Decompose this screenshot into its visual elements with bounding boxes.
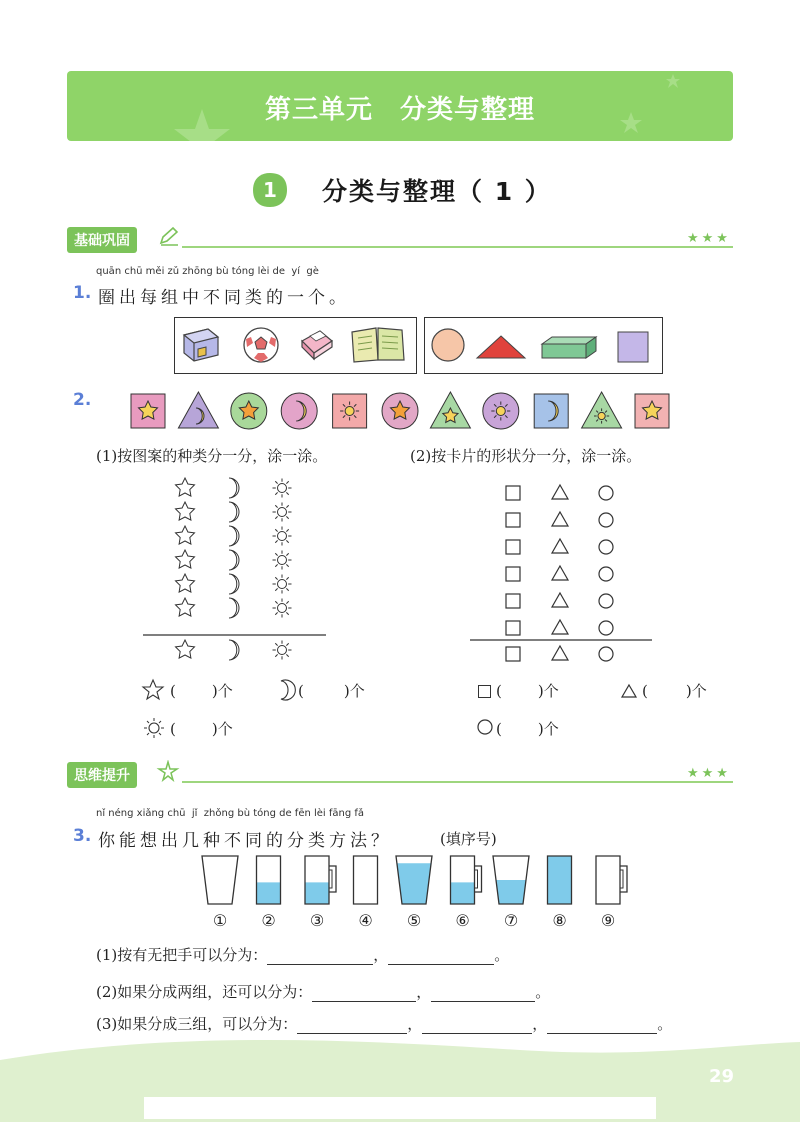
chart-cell-circle[interactable] bbox=[599, 513, 613, 527]
q2-circle-answer[interactable]: ( )个 bbox=[496, 720, 559, 738]
q1-text: 圈出每组中不同类的一个。 bbox=[98, 288, 350, 308]
chart-cell-square[interactable] bbox=[506, 486, 520, 500]
q2-star-answer[interactable]: ( )个 bbox=[170, 682, 233, 700]
q3-number: 3. bbox=[73, 826, 92, 846]
chart-cell-moon[interactable] bbox=[229, 550, 239, 570]
sun-icon bbox=[142, 716, 166, 740]
chart-cell-sun[interactable] bbox=[273, 599, 292, 618]
cup-label: ⑦ bbox=[503, 911, 519, 930]
q2-sub2-text: (2)按卡片的形状分一分，涂一涂。 bbox=[410, 447, 642, 465]
section-basic-tag: 基础巩固 bbox=[67, 227, 137, 253]
section-thinking-rating: ★★★ bbox=[687, 766, 731, 781]
q1-pinyin: quān chū měi zǔ zhōng bù tóng lèi de yí gè bbox=[96, 266, 319, 277]
section-thinking-rule bbox=[182, 781, 733, 783]
chart-cell-triangle[interactable] bbox=[552, 485, 568, 499]
cup-5[interactable] bbox=[396, 856, 432, 930]
chart-cell-sun[interactable] bbox=[273, 551, 292, 570]
section-basic-rule bbox=[182, 246, 733, 248]
q2-card-square-star[interactable] bbox=[635, 394, 669, 428]
pencil-icon bbox=[158, 226, 180, 246]
q2-card-circle-star[interactable] bbox=[382, 393, 418, 429]
eraser-icon[interactable] bbox=[296, 327, 338, 363]
q3-sub2: (2)如果分成两组，还可以分为： ， 。 bbox=[96, 983, 551, 1001]
chart-cell-star[interactable] bbox=[176, 640, 195, 658]
chart-cell-sun[interactable] bbox=[273, 641, 292, 660]
chart-cell-star[interactable] bbox=[176, 598, 195, 616]
q1-number: 1. bbox=[73, 283, 92, 303]
chart-cell-star[interactable] bbox=[176, 502, 195, 520]
cup-label: ⑧ bbox=[552, 911, 567, 930]
chart-cell-sun[interactable] bbox=[273, 575, 292, 594]
cup-label: ⑤ bbox=[406, 911, 422, 930]
cup-2[interactable] bbox=[257, 856, 281, 930]
q3-sub1: (1)按有无把手可以分为： ， 。 bbox=[96, 946, 510, 964]
sparkle-icon bbox=[156, 760, 180, 782]
chart-cell-sun[interactable] bbox=[273, 479, 292, 498]
chart-cell-sun[interactable] bbox=[273, 527, 292, 546]
cuboid-shape-icon[interactable] bbox=[538, 334, 600, 362]
q2-card-circle-sun[interactable] bbox=[483, 393, 519, 429]
cup-label: ⑨ bbox=[600, 911, 616, 930]
triangle-outline-icon bbox=[620, 683, 638, 699]
q2-card-square-sun[interactable] bbox=[333, 394, 367, 428]
q2-sub1-text: (1)按图案的种类分一分，涂一涂。 bbox=[96, 447, 328, 465]
book-icon[interactable] bbox=[350, 324, 406, 366]
q2-card-triangle-moon[interactable] bbox=[178, 392, 218, 428]
chart-cell-moon[interactable] bbox=[229, 574, 239, 594]
cup-label: ③ bbox=[309, 911, 325, 930]
chart-cell-triangle[interactable] bbox=[552, 566, 568, 580]
chart-cell-circle[interactable] bbox=[599, 621, 613, 635]
q3-hint: (填序号) bbox=[440, 830, 497, 848]
chart-cell-circle[interactable] bbox=[599, 647, 613, 661]
moon-icon bbox=[272, 678, 296, 702]
chart-cell-square[interactable] bbox=[506, 594, 520, 608]
q3-text: 你能想出几种不同的分类方法？ bbox=[98, 831, 392, 851]
q2-card-triangle-star[interactable] bbox=[430, 392, 470, 428]
cup-label: ④ bbox=[358, 911, 373, 930]
cup-1[interactable] bbox=[202, 856, 238, 930]
star-decoration-icon bbox=[665, 73, 681, 89]
q2-card-square-moon[interactable] bbox=[534, 394, 568, 428]
lesson-number-badge bbox=[252, 172, 288, 208]
q3-sub1-blank-a[interactable] bbox=[267, 949, 373, 965]
footer-blank-strip bbox=[144, 1097, 656, 1119]
q2-card-row bbox=[128, 390, 688, 434]
chart-cell-star[interactable] bbox=[176, 526, 195, 544]
square-shape-icon[interactable] bbox=[616, 330, 650, 364]
chart-cell-triangle[interactable] bbox=[552, 646, 568, 660]
chart-cell-moon[interactable] bbox=[229, 640, 239, 660]
cup-label: ② bbox=[261, 911, 276, 930]
cup-7[interactable] bbox=[493, 856, 529, 930]
cup-6[interactable] bbox=[451, 856, 482, 930]
circle-shape-icon[interactable] bbox=[430, 327, 466, 363]
q2-triangle-answer[interactable]: ( )个 bbox=[642, 682, 707, 700]
q3-pinyin: nǐ néng xiǎng chū jǐ zhǒng bù tóng de fēn lèi fāng fǎ bbox=[96, 808, 365, 819]
lesson-title: 分类与整理（ 1 ） bbox=[322, 177, 552, 206]
triangle-shape-icon[interactable] bbox=[475, 333, 527, 361]
star-icon bbox=[141, 678, 165, 702]
chart-cell-circle[interactable] bbox=[599, 567, 613, 581]
square-outline-icon bbox=[478, 685, 491, 698]
soccer-ball-icon[interactable] bbox=[240, 325, 282, 365]
chart-cell-triangle[interactable] bbox=[552, 512, 568, 526]
cup-label: ① bbox=[212, 911, 228, 930]
unit-banner bbox=[67, 71, 733, 141]
q2-square-answer[interactable]: ( )个 bbox=[496, 682, 559, 700]
q3-sub2-blank-a[interactable] bbox=[312, 986, 416, 1002]
q3-sub2-blank-b[interactable] bbox=[431, 986, 535, 1002]
page-number: 29 bbox=[708, 1066, 734, 1087]
q3-sub1-blank-b[interactable] bbox=[388, 949, 494, 965]
q2-sun-answer[interactable]: ( )个 bbox=[170, 720, 233, 738]
chart-cell-square[interactable] bbox=[506, 540, 520, 554]
chart-cell-moon[interactable] bbox=[229, 598, 239, 618]
q3-cup-row bbox=[190, 850, 650, 930]
chart-cell-circle[interactable] bbox=[599, 540, 613, 554]
chart-cell-triangle[interactable] bbox=[552, 539, 568, 553]
q2-moon-answer[interactable]: ( )个 bbox=[298, 682, 365, 700]
chart-cell-square[interactable] bbox=[506, 513, 520, 527]
chart-cell-circle[interactable] bbox=[599, 486, 613, 500]
cup-4[interactable] bbox=[354, 856, 378, 930]
cup-8[interactable] bbox=[548, 856, 572, 930]
pattern-coloring-chart bbox=[140, 472, 340, 672]
shape-coloring-chart bbox=[466, 478, 666, 668]
section-basic-rating: ★★★ bbox=[687, 231, 731, 246]
chart-cell-moon[interactable] bbox=[229, 478, 239, 498]
chart-cell-star[interactable] bbox=[176, 574, 195, 592]
unit-title: 第三单元 分类与整理 bbox=[264, 95, 535, 125]
chart-cell-moon[interactable] bbox=[229, 526, 239, 546]
q3-sub3-blank-b[interactable] bbox=[422, 1018, 532, 1034]
chart-cell-moon[interactable] bbox=[229, 502, 239, 522]
q2-card-circle-moon[interactable] bbox=[281, 393, 317, 429]
chart-cell-square[interactable] bbox=[506, 567, 520, 581]
q2-number: 2. bbox=[73, 390, 92, 410]
chart-cell-triangle[interactable] bbox=[552, 620, 568, 634]
q2-card-circle-star[interactable] bbox=[231, 393, 267, 429]
chart-cell-star[interactable] bbox=[176, 478, 195, 496]
chart-cell-square[interactable] bbox=[506, 647, 520, 661]
chart-cell-triangle[interactable] bbox=[552, 593, 568, 607]
q3-sub3-blank-c[interactable] bbox=[547, 1018, 657, 1034]
q2-card-square-star[interactable] bbox=[131, 394, 165, 428]
section-thinking-tag: 思维提升 bbox=[67, 762, 137, 788]
lesson-number: 1 bbox=[263, 178, 277, 202]
pencil-sharpener-icon[interactable] bbox=[180, 325, 222, 365]
q3-sub3: (3)如果分成三组，可以分为： ， ， 。 bbox=[96, 1015, 673, 1033]
q3-sub3-blank-a[interactable] bbox=[297, 1018, 407, 1034]
circle-outline-icon bbox=[476, 718, 494, 736]
chart-cell-circle[interactable] bbox=[599, 594, 613, 608]
cup-9[interactable] bbox=[596, 856, 627, 930]
cup-3[interactable] bbox=[305, 856, 336, 930]
q2-card-triangle-sun[interactable] bbox=[582, 392, 622, 428]
chart-cell-star[interactable] bbox=[176, 550, 195, 568]
cup-label: ⑥ bbox=[455, 911, 470, 930]
chart-cell-square[interactable] bbox=[506, 621, 520, 635]
chart-cell-sun[interactable] bbox=[273, 503, 292, 522]
